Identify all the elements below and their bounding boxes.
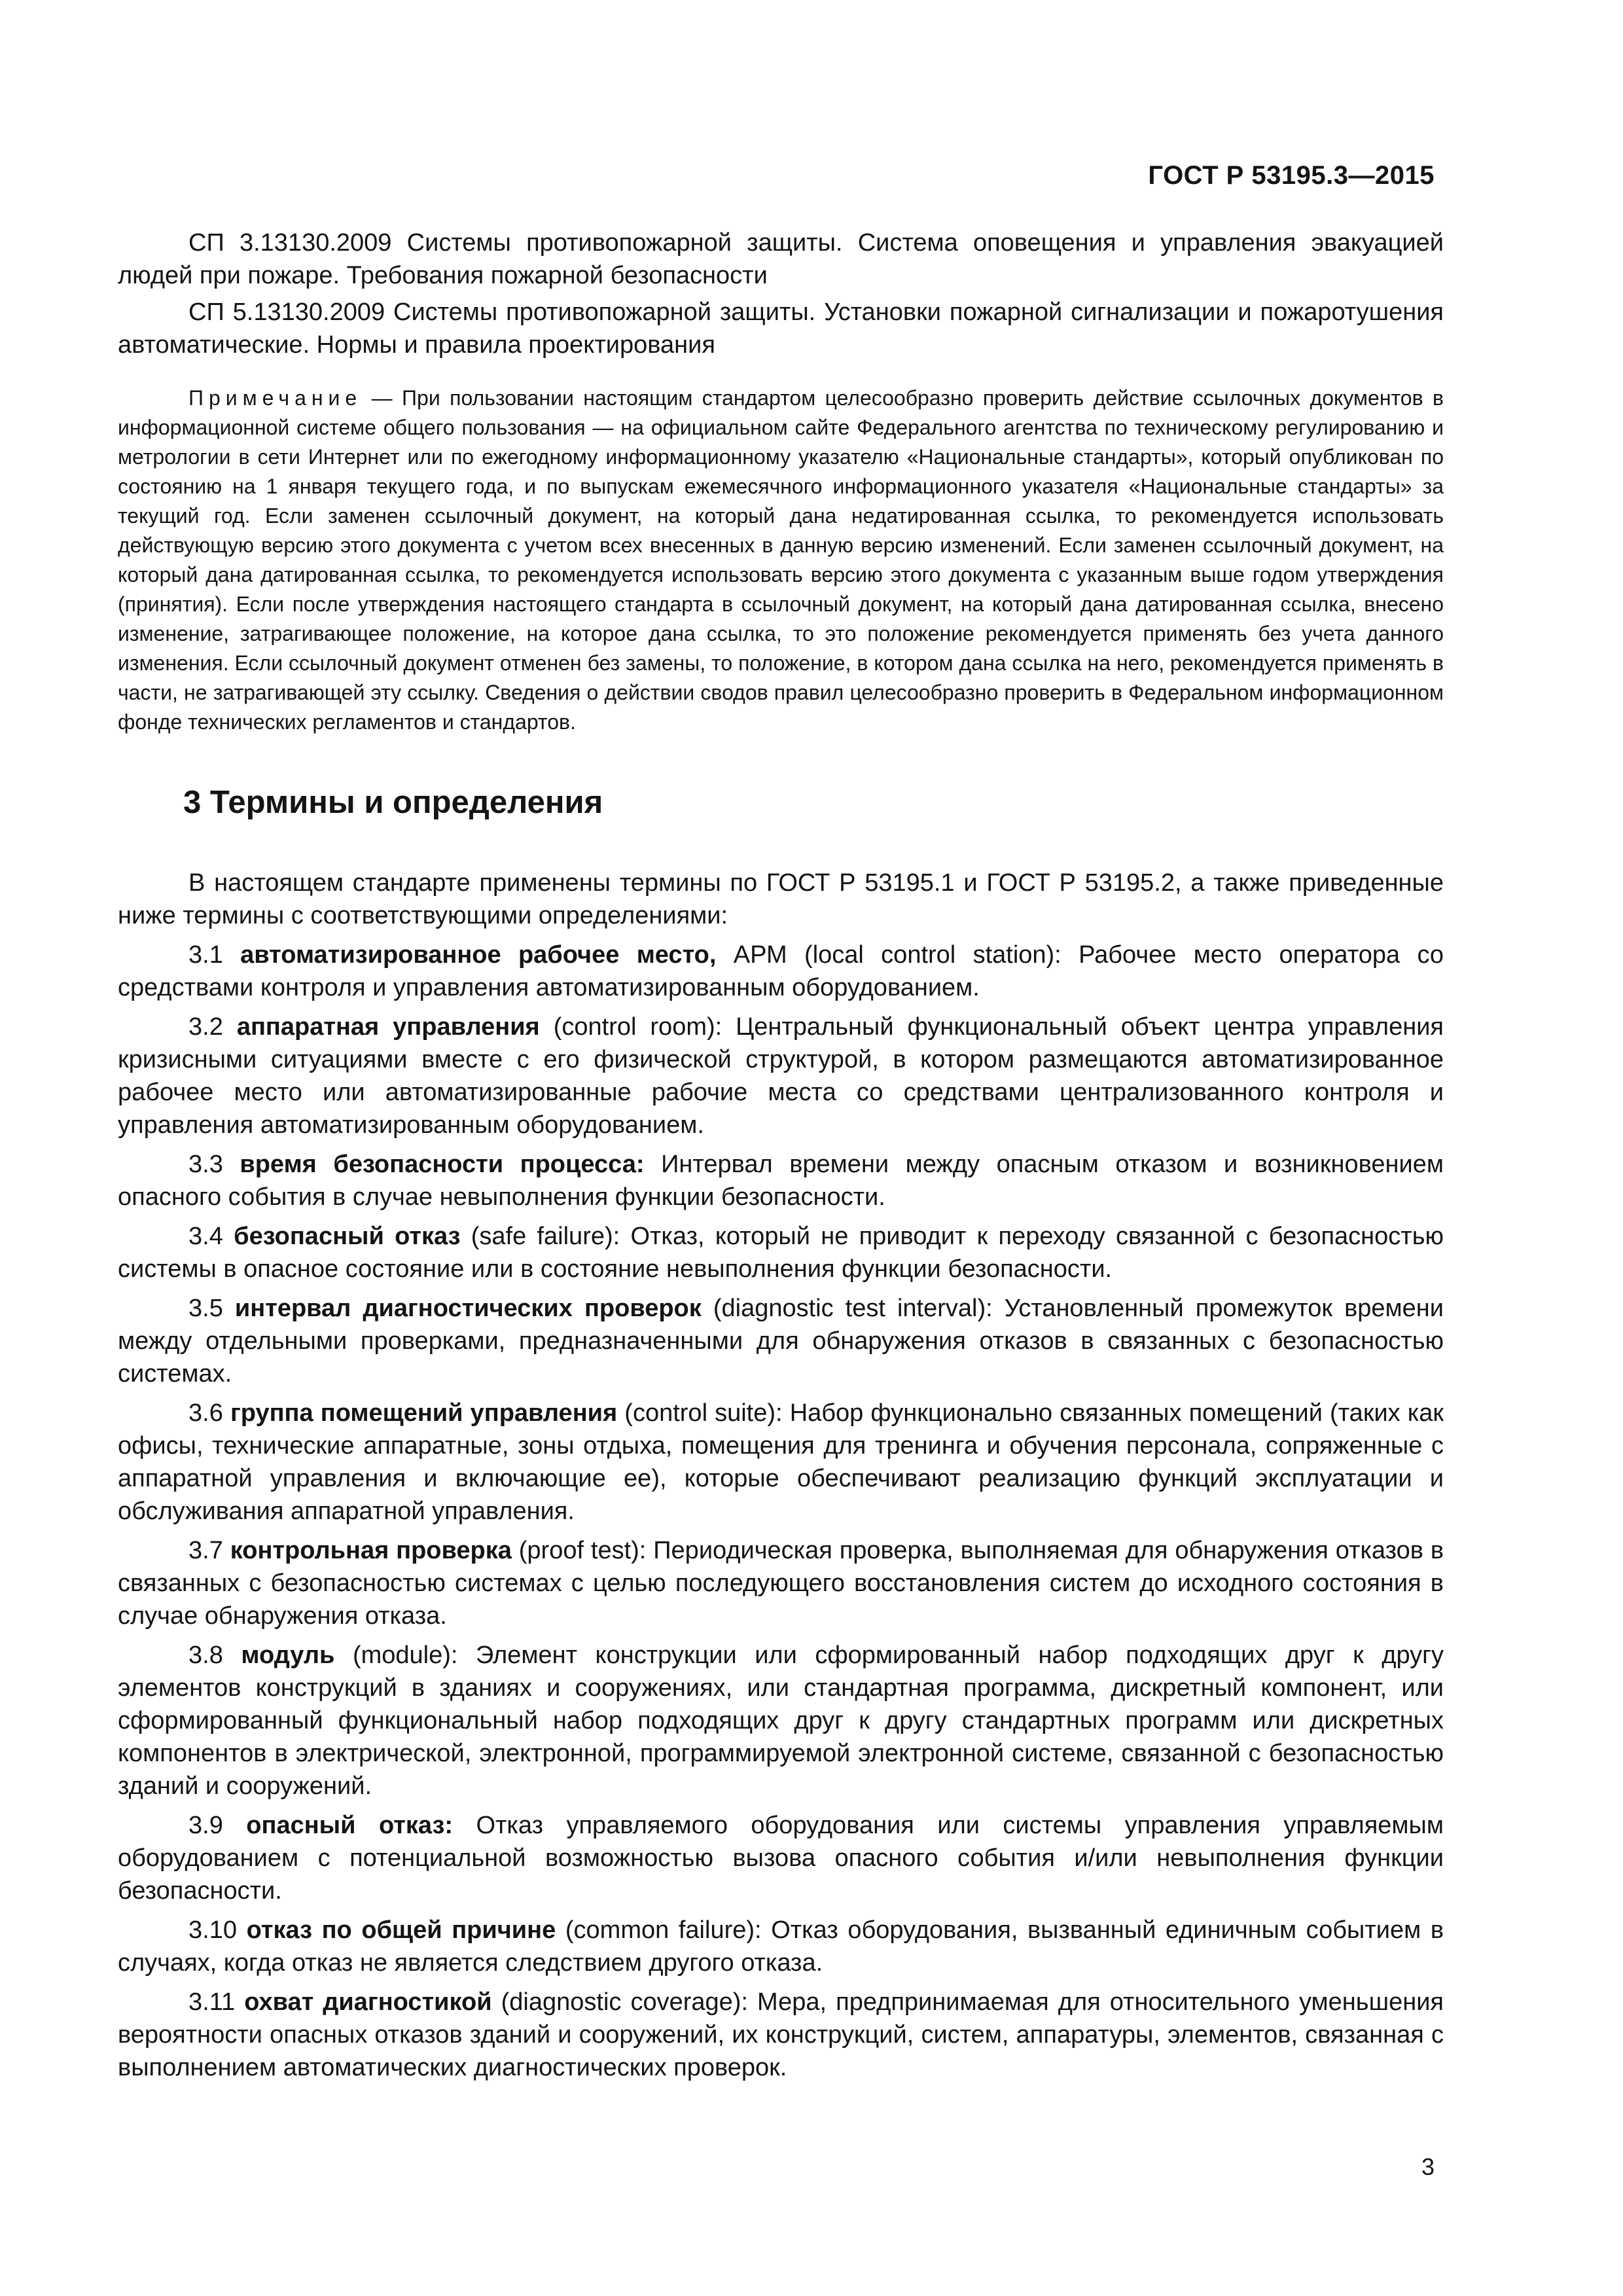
term-definition [118, 1220, 1444, 1285]
term-name: интервал диагностических проверок [234, 1295, 702, 1322]
term-text: (common failure): Отказ оборудования, вызванный единичным событием в случаях, когда отказ не является следствием другого отказа. [118, 1916, 1444, 1977]
term-name: автоматизированное рабочее место, [240, 941, 717, 969]
note-label: Примечание [188, 386, 363, 410]
term-number: 3.5 [188, 1295, 223, 1322]
term-definition [118, 1534, 1444, 1632]
term-definition [118, 939, 1444, 1004]
term-number: 3.3 [188, 1151, 223, 1178]
term-name: охват диагностикой [244, 1988, 492, 2016]
term-number: 3.7 [188, 1537, 223, 1564]
term-number: 3.1 [188, 941, 223, 969]
term-definition [118, 1292, 1444, 1390]
term-number: 3.2 [188, 1013, 223, 1041]
term-definition [118, 1809, 1444, 1907]
reference-item: СП 5.13130.2009 Системы противопожарной защиты. Установки пожарной сигнализации и пожаротушения автоматические. Нормы и правила проектирования [118, 298, 1444, 359]
term-name: время безопасности процесса: [240, 1151, 645, 1178]
term-text: (diagnostic test interval): Установленный промежуток времени между отдельными проверками, предназначенными для обнаружения отказов в связанных с безопасностью системах. [118, 1295, 1444, 1388]
term-text: (proof test): Периодическая проверка, выполняемая для обнаружения отказов в связанных с безопасностью системах с целью последующего восстановления систем до исходного состояния в случае обнаружения отказа. [118, 1537, 1444, 1630]
page-number: 3 [1421, 2153, 1435, 2180]
term-text: (control suite): Набор функционально связанных помещений (таких как офисы, технические аппаратные, зоны отдыха, помещения для тренинга и обучения персонала, сопряженные с аппаратной управления и включающие ее), которые обеспечивают реализацию функций эксплуатации и обслуживания аппаратной управления. [118, 1399, 1444, 1525]
term-text: АРМ (local control station): Рабочее место оператора со средствами контроля и управления автоматизированным оборудованием. [118, 941, 1444, 1001]
term-name: модуль [241, 1641, 335, 1669]
term-text: (safe failure): Отказ, который не приводит к переходу связанной с безопасностью системы в опасное состояние или в состояние невыполнения функции безопасности. [118, 1223, 1444, 1283]
term-name: аппаратная управления [236, 1013, 540, 1041]
term-text: Интервал времени между опасным отказом и возникновением опасного события в случае невыполнения функции безопасности. [118, 1151, 1444, 1211]
term-name: опасный отказ: [246, 1812, 453, 1839]
term-number: 3.10 [188, 1916, 237, 1944]
term-name: контрольная проверка [230, 1537, 512, 1564]
note-text: — При пользовании настоящим стандартом целесообразно проверить действие ссылочных документов в информационной системе общего пользования — на официальном сайте Федерального агентства по техническому регулированию и метрологии в сети Интернет или по ежегодному информационному указателю «Национальные стандарты», который опубликован по состоянию на 1 января текущего года, и по выпускам ежемесячного информационного указателя «Национальные стандарты» за текущий год. Если заменен ссылочный документ, на который дана недатированная ссылка, то рекомендуется использовать действующую версию этого документа с учетом всех внесенных в данную версию изменений. Если заменен ссылочный документ, на который дана датированная ссылка, то рекомендуется использовать версию этого документа с указанным выше годом утверждения (принятия). Если после утверждения настоящего стандарта в ссылочный документ, на который дана датированная ссылка, внесено изменение, затрагивающее положение, на которое дана ссылка, то это положение рекомендуется применять без учета данного изменения. Если ссылочный документ отменен без замены, то положение, в котором дана ссылка на него, рекомендуется применять в части, не затрагивающей эту ссылку. Сведения о действии сводов правил целесообразно проверить в Федеральном информационном фонде технических регламентов и стандартов. [118, 386, 1444, 734]
term-name: группа помещений управления [230, 1399, 618, 1427]
term-number: 3.11 [188, 1988, 236, 2016]
term-definition [118, 1148, 1444, 1213]
term-definition [118, 1639, 1444, 1803]
page-content [118, 226, 1444, 2090]
term-number: 3.4 [188, 1223, 223, 1250]
term-name: безопасный отказ [234, 1223, 461, 1250]
term-definition [118, 1011, 1444, 1141]
reference-item: СП 3.13130.2009 Системы противопожарной защиты. Система оповещения и управления эвакуацией людей при пожаре. Требования пожарной безопасности [118, 229, 1444, 289]
term-text: (control room): Центральный функциональный объект центра управления кризисными ситуациями вместе с его физической структурой, в котором размещаются автоматизированное рабочее место или автоматизированные рабочие места со средствами централизованного контроля и управления автоматизированным оборудованием. [118, 1013, 1444, 1139]
term-number: 3.8 [188, 1641, 223, 1669]
section-intro: В настоящем стандарте применены термины по ГОСТ Р 53195.1 и ГОСТ Р 53195.2, а также приведенные ниже термины с соответствующими определениями: [118, 869, 1444, 929]
term-text: Отказ управляемого оборудования или системы управления управляемым оборудованием с потенциальной возможностью вызова опасного события и/или невыполнения функции безопасности. [118, 1812, 1444, 1905]
term-number: 3.6 [188, 1399, 223, 1427]
term-definition [118, 1914, 1444, 1979]
term-text: (diagnostic coverage): Мера, предпринимаемая для относительного уменьшения вероятности опасных отказов зданий и сооружений, их конструкций, систем, аппаратуры, элементов, связанная с выполнением автоматических диагностических проверок. [118, 1988, 1444, 2081]
term-text: (module): Элемент конструкции или сформированный набор подходящих друг к другу элементов конструкций в зданиях и сооружениях, или стандартная программа, дискретный компонент, или сформированный функциональный набор подходящих друг к другу стандартных программ или дискретных компонентов в электрической, электронной, программируемой электронной системе, связанной с безопасностью зданий и сооружений. [118, 1641, 1444, 1800]
section-heading: 3 Термины и определения [183, 785, 603, 820]
term-definition [118, 1986, 1444, 2084]
term-name: отказ по общей причине [246, 1916, 556, 1944]
note-paragraph [118, 384, 1444, 737]
term-definition [118, 1397, 1444, 1528]
document-code: ГОСТ Р 53195.3—2015 [1148, 161, 1435, 190]
term-number: 3.9 [188, 1812, 223, 1839]
